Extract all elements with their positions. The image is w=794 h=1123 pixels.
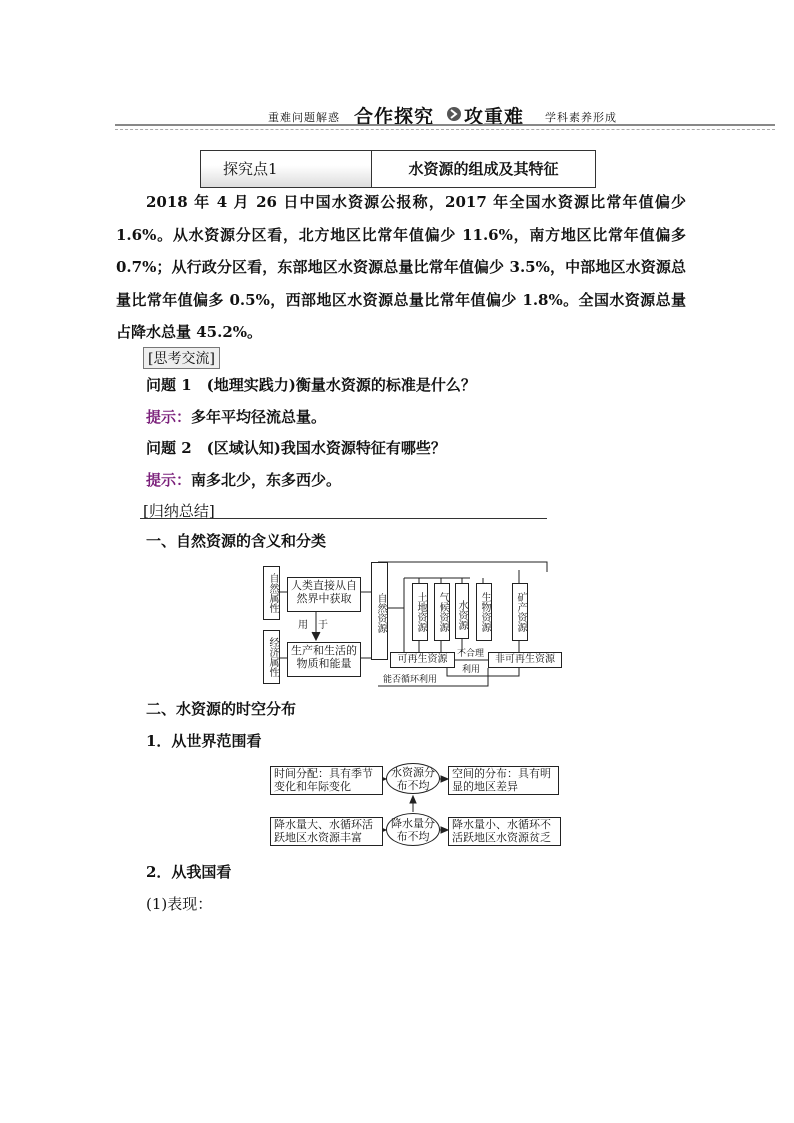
space-distribution-box: 空间的分布：具有明显的地区差异 bbox=[448, 766, 559, 795]
material-energy-box: 生产和生活的物质和能量 bbox=[287, 642, 361, 677]
section-title: 水资源的组成及其特征 bbox=[408, 160, 559, 178]
water-resource-box: 水资源 bbox=[455, 583, 469, 639]
natural-resource-box: 自然资源 bbox=[371, 562, 388, 660]
unreasonable-label: 不合理 bbox=[457, 649, 485, 659]
obtain-from-nature-box: 人类直接从自然界中获取 bbox=[287, 577, 361, 612]
answer-2-text: 南多北少，东多西少。 bbox=[191, 471, 342, 489]
think-tag: [思考交流] bbox=[143, 347, 220, 369]
banner-left-caption: 重难问题解惑 bbox=[268, 111, 340, 124]
bio-resource-box: 生物资源 bbox=[476, 583, 492, 641]
natural-attribute-box: 自然属性 bbox=[263, 566, 280, 620]
banner-right-caption: 学科素养形成 bbox=[545, 111, 617, 124]
use-for-label: 用 于 bbox=[298, 620, 328, 631]
uneven-distribution-oval: 水资源分布不均 bbox=[386, 763, 440, 794]
heading-1: 一、自然资源的含义和分类 bbox=[146, 532, 327, 550]
recycle-label: 能否循环利用 bbox=[383, 675, 438, 685]
summary-tag: [归纳总结] bbox=[143, 502, 215, 520]
utilize-label: 利用 bbox=[462, 665, 481, 675]
heading-2-2-1: (1)表现： bbox=[146, 895, 213, 913]
heading-2-1: 1．从世界范围看 bbox=[146, 732, 262, 750]
question-1: 问题 1 (地理实践力)衡量水资源的标准是什么？ bbox=[146, 376, 476, 394]
answer-1-text: 多年平均径流总量。 bbox=[191, 408, 327, 426]
land-resource-box: 土地资源 bbox=[412, 583, 428, 641]
mineral-resource-box: 矿产资源 bbox=[512, 583, 528, 641]
economic-attribute-box: 经济属性 bbox=[263, 630, 280, 684]
heading-2: 二、水资源的时空分布 bbox=[146, 700, 297, 718]
question-2: 问题 2 (区域认知)我国水资源特征有哪些？ bbox=[146, 439, 446, 457]
section-tab-label: 探究点1 bbox=[223, 160, 278, 178]
banner-title-part2: 攻重难 bbox=[464, 106, 525, 128]
intro-paragraph: 2018 年 4 月 26 日中国水资源公报称，2017 年全国水资源比常年值偏少 1.6%。从水资源分区看，北方地区比常年值偏少 11.6%，南方地区比常年值偏多 0.7%；从行政分区看，东部地区水资源总量比常年值偏少 3.5%，中部地区水资源总量比常年值偏多 0.5%，西部地区水资源总量比常年值偏少 1.8%。全国水资源总量占降水总量 45.2%。 bbox=[116, 193, 686, 341]
nonrenewable-box: 非可再生资源 bbox=[488, 652, 562, 668]
climate-resource-box: 气候资源 bbox=[434, 583, 450, 641]
heading-2-2: 2．从我国看 bbox=[146, 863, 232, 881]
hint-label: 提示： bbox=[146, 408, 192, 426]
hint-label: 提示： bbox=[146, 471, 192, 489]
dry-region-box: 降水量小、水循环不活跃地区水资源贫乏 bbox=[448, 817, 561, 846]
banner-title-part1: 合作探究 bbox=[354, 106, 435, 128]
renewable-box: 可再生资源 bbox=[390, 652, 455, 668]
wet-region-box: 降水量大、水循环活跃地区水资源丰富 bbox=[270, 817, 383, 846]
time-distribution-box: 时间分配：具有季节变化和年际变化 bbox=[270, 766, 383, 795]
precipitation-uneven-oval: 降水量分布不均 bbox=[386, 813, 440, 846]
